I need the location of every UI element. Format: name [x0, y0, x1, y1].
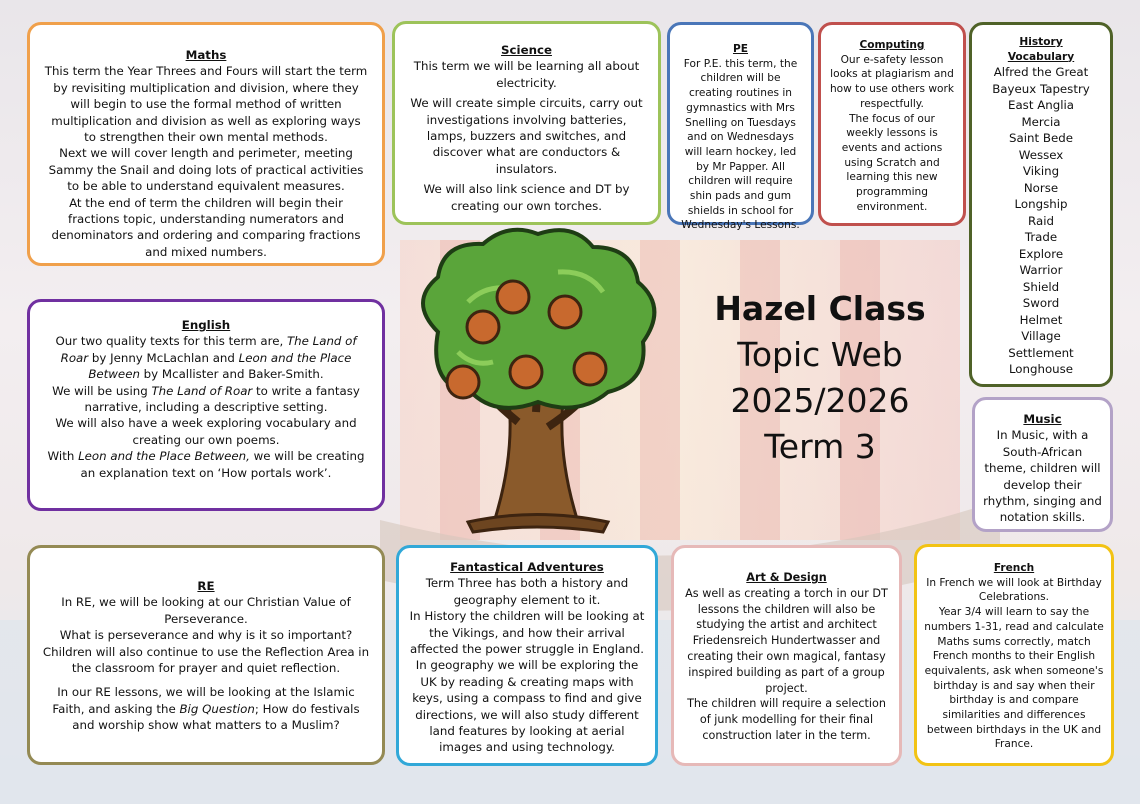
re-paragraph-3: Children will also continue to use the Reflection Area in the classroom for prayer and quiet reflection. [42, 644, 370, 676]
science-paragraph-2: We will create simple circuits, carry out investigations involving batteries, lamps, buzzers and switches, and discover what are conductors & insulators. [410, 96, 643, 176]
science-paragraph-3: We will also link science and DT by creating our own torches. [423, 182, 630, 213]
science-panel [392, 21, 661, 225]
fantastical-paragraph-1: Term Three has both a history and geography element to it. [425, 576, 629, 607]
history-word: Wessex [1018, 147, 1064, 162]
fantastical-adventures-panel [396, 545, 658, 766]
history-word: East Anglia [1007, 98, 1075, 112]
history-word: Raid [1028, 213, 1054, 228]
computing-panel [818, 22, 966, 226]
maths-panel [27, 22, 385, 266]
history-heading-line1: History [1019, 36, 1063, 48]
art-design-panel [671, 545, 902, 766]
history-word: Shield [1022, 279, 1060, 294]
title-topic-web: Topic Web [737, 335, 903, 374]
history-word-list [976, 64, 1106, 378]
pe-paragraph: For P.E. this term, the children will be creating routines in gymnastics with Mrs Snelling on Tuesdays and on Wednesdays will learn hockey, led by Mr Papper. All children will require shin pads and gum shields in school for Wednesday's Lessons. [681, 57, 800, 232]
re-panel [27, 545, 385, 765]
history-word: Norse [1023, 180, 1059, 195]
english-paragraph-4: With Leon and the Place Between, we will be creating an explanation text on ‘How portals work’. [47, 449, 365, 480]
pe-panel [667, 22, 814, 232]
french-panel [914, 544, 1114, 766]
title-term: Term 3 [764, 427, 876, 466]
computing-heading: Computing [859, 39, 925, 51]
history-word: Helmet [1019, 312, 1063, 327]
pe-heading: PE [732, 43, 748, 55]
history-word: Viking [1022, 164, 1060, 178]
re-paragraph-4: In our RE lessons, we will be looking at the Islamic Faith, and asking the Big Question; How do festivals and worship show what matters to a Muslim? [52, 685, 360, 733]
english-paragraph-3: We will also have a week exploring vocabulary and creating our own poems. [55, 416, 357, 447]
art-paragraph-1: As well as creating a torch in our DT lessons the children will also be studying the artist and architect Friedensreich Hundertwasser and creating their own magical, fantasy inspired building as part of a group project. [685, 586, 888, 695]
fantastical-paragraph-2: In History the children will be looking at the Vikings, and how their arrival affected the power struggle in England. [409, 609, 645, 657]
re-heading: RE [197, 579, 215, 593]
music-panel [972, 397, 1113, 532]
science-paragraph-1: This term we will be learning all about electricity. [413, 59, 640, 90]
history-word: Village [1021, 329, 1061, 343]
french-heading: French [993, 562, 1035, 574]
title-class-name: Hazel Class [714, 289, 926, 328]
history-word: Trade [1024, 230, 1058, 244]
hazel-tree-illustration [398, 222, 678, 542]
art-paragraph-2: The children will require a selection of junk modelling for their final construction later in the term. [687, 697, 886, 742]
computing-paragraph-1: Our e-safety lesson looks at plagiarism and how to use others work respectfully. [829, 53, 955, 110]
history-word: Saint Bede [1009, 131, 1073, 145]
page-title [700, 286, 940, 470]
fantastical-heading: Fantastical Adventures [450, 560, 604, 574]
english-heading: English [181, 318, 231, 332]
history-word: Mercia [1021, 114, 1061, 129]
history-word: Longhouse [1008, 362, 1074, 376]
fantastical-paragraph-3: In geography we will be exploring the UK by reading & creating maps with keys, using a compass to find and give directions, we will also study different land features by looking at aerial images and using technology. [412, 658, 642, 755]
french-paragraph-2: Year 3/4 will learn to say the numbers 1-31, read and calculate Maths sums correctly, match French months to their English equivalents, ask when someone's birthday is and say when their birthday is and compare similarities and differences between birthdays in the UK and France. [924, 606, 1104, 751]
re-paragraph-1: In RE, we will be looking at our Christian Value of Perseverance. [61, 595, 351, 626]
history-word: Warrior [1019, 263, 1063, 277]
english-paragraph-1: Our two quality texts for this term are, The Land of Roar by Jenny McLachlan and Leon and the Place Between by Mcallister and Baker-Smith. [55, 334, 357, 382]
art-heading: Art & Design [746, 571, 827, 584]
history-word: Bayeux Tapestry [992, 81, 1090, 96]
history-heading-line2: Vocabulary [1007, 50, 1075, 63]
english-panel [27, 299, 385, 511]
history-word: Longship [1014, 197, 1068, 211]
maths-paragraph-3: At the end of term the children will begin their fractions topic, understanding numerators and denominators and ordering and comparing fractions and mixed numbers. [51, 195, 361, 259]
re-paragraph-2: What is perseverance and why is it so important? [59, 628, 353, 643]
history-word: Sword [1022, 296, 1060, 310]
music-paragraph: In Music, with a South-African theme, children will develop their rhythm, singing and notation skills. [983, 428, 1102, 525]
history-vocabulary-panel [969, 22, 1113, 387]
french-paragraph-1: In French we will look at Birthday Celebrations. [926, 576, 1102, 604]
history-word: Settlement [1008, 345, 1074, 360]
maths-paragraph-1: This term the Year Threes and Fours will start the term by revisiting multiplication and division, where they will begin to use the formal method of written multiplication and division as well as exploring ways to strengthen their own mental methods. [44, 64, 368, 145]
computing-paragraph-2: The focus of our weekly lessons is events and actions using Scratch and learning this new programming environment. [841, 112, 943, 213]
history-word: Alfred the Great [993, 65, 1089, 79]
english-paragraph-2: We will be using The Land of Roar to write a fantasy narrative, including a descriptive setting. [52, 383, 360, 415]
title-year: 2025/2026 [730, 381, 910, 420]
science-heading: Science [501, 43, 552, 57]
music-heading: Music [1023, 412, 1062, 426]
history-word: Explore [1018, 246, 1064, 261]
maths-heading: Maths [185, 48, 227, 62]
maths-paragraph-2: Next we will cover length and perimeter, meeting Sammy the Snail and doing lots of practical activities to be able to understand equivalent measures. [48, 146, 364, 194]
